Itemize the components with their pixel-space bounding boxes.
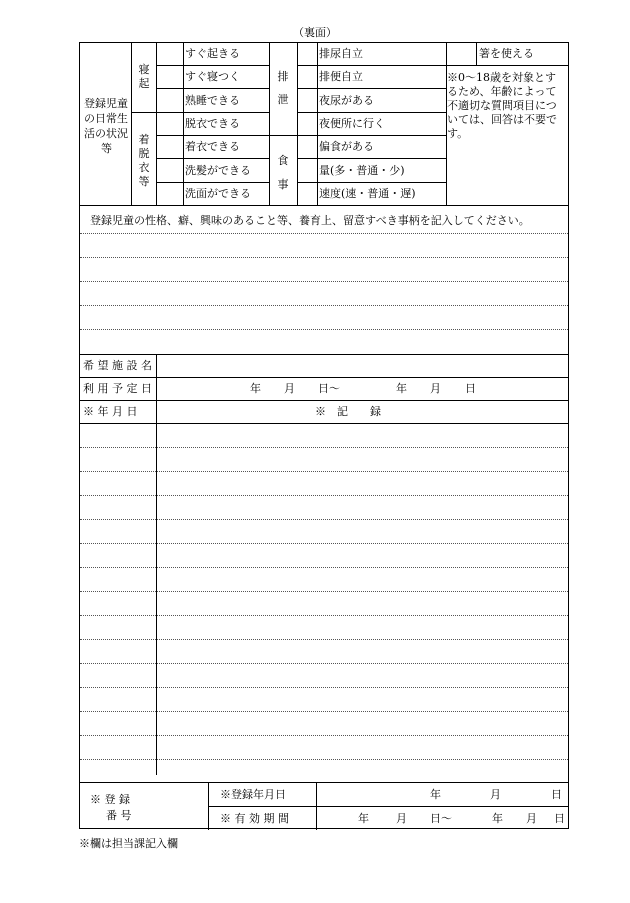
- wake-label-char: 寝: [138, 63, 150, 76]
- section-line: [80, 400, 568, 401]
- reg-date-year[interactable]: 年: [430, 788, 441, 801]
- reg-row-line: [208, 806, 568, 807]
- chopsticks-item: 箸を使える: [479, 47, 534, 60]
- row-line: [156, 182, 269, 183]
- row-line: [297, 65, 446, 66]
- checkbox-column-divider: [156, 43, 157, 205]
- row-line: [297, 182, 446, 183]
- validity-to-month[interactable]: 月: [526, 812, 537, 825]
- daily-life-title-line: の日常生: [84, 112, 128, 125]
- excretion-label-char: 排: [277, 70, 289, 83]
- validity-from-day[interactable]: 日～: [430, 812, 452, 825]
- schedule-to-month[interactable]: 月: [430, 382, 441, 395]
- reg-number-label: 番 号: [106, 809, 132, 822]
- row-line: [131, 112, 269, 113]
- section-line: [80, 377, 568, 378]
- dress-label-char: 着: [138, 133, 150, 146]
- record-row-line: [80, 567, 568, 568]
- age-note-line: るため、年齢によって: [447, 85, 557, 98]
- page-side-label: （裏面）: [293, 26, 337, 39]
- validity-to-year[interactable]: 年: [492, 812, 503, 825]
- record-row-line: [80, 759, 568, 760]
- record-row-line: [80, 519, 568, 520]
- daily-life-bottom-line: [80, 205, 568, 206]
- record-row-line: [80, 471, 568, 472]
- row-line: [156, 158, 269, 159]
- validity-from-year[interactable]: 年: [358, 812, 369, 825]
- schedule-from-day[interactable]: 日～: [318, 382, 340, 395]
- staff-only-footnote: ※欄は担当課記入欄: [79, 837, 178, 850]
- daily-life-title-divider: [131, 43, 132, 205]
- right-item: 排尿自立: [319, 47, 363, 60]
- left-item: 洗面ができる: [185, 187, 251, 200]
- right-item: 速度(速・普通・遅): [319, 187, 416, 200]
- chopsticks-divider: [476, 43, 477, 65]
- facility-label: 希 望 施 設 名: [83, 359, 152, 372]
- meal-label-char: 事: [277, 178, 289, 191]
- right-item: 偏食がある: [319, 140, 374, 153]
- meal-label-char: 食: [277, 154, 289, 167]
- left-item: すぐ起きる: [185, 47, 240, 60]
- record-row-line: [80, 711, 568, 712]
- age-note-line: ※0～18歳を対象とす: [447, 71, 556, 84]
- left-items-divider: [183, 43, 184, 205]
- validity-from-month[interactable]: 月: [396, 812, 407, 825]
- left-item: 洗髪ができる: [185, 164, 251, 177]
- right-item: 夜尿がある: [319, 94, 374, 107]
- row-line: [297, 112, 446, 113]
- left-item: 着衣できる: [185, 140, 240, 153]
- age-note-line: いては、回答は不要で: [447, 113, 557, 126]
- record-row-line: [80, 495, 568, 496]
- schedule-label: 利 用 予 定 日: [83, 382, 152, 395]
- record-row-line: [80, 591, 568, 592]
- writing-line: [80, 257, 568, 258]
- record-row-line: [80, 447, 568, 448]
- record-row-line: [80, 735, 568, 736]
- registration-form: [79, 42, 569, 829]
- writing-line: [80, 305, 568, 306]
- row-line: [156, 135, 269, 136]
- section-line: [80, 782, 568, 783]
- schedule-from-year[interactable]: 年: [250, 382, 261, 395]
- schedule-to-day[interactable]: 日: [465, 382, 476, 395]
- schedule-to-year[interactable]: 年: [396, 382, 407, 395]
- writing-line: [80, 233, 568, 234]
- dress-label-char: 等: [138, 175, 150, 188]
- validity-label: ※ 有 効 期 間: [220, 812, 289, 825]
- right-item: 排便自立: [319, 70, 363, 83]
- age-note-line: す。: [447, 127, 469, 140]
- right-item: 夜便所に行く: [319, 117, 385, 130]
- row-line: [156, 88, 269, 89]
- right-items-divider: [317, 43, 318, 205]
- record-row-line: [80, 639, 568, 640]
- row-line: [297, 158, 446, 159]
- left-item: 熟睡できる: [185, 94, 240, 107]
- reg-number-label: ※ 登 録: [90, 793, 130, 806]
- record-date-header: ※ 年 月 日: [83, 405, 138, 418]
- writing-line: [80, 329, 568, 330]
- writing-line: [80, 281, 568, 282]
- right-checkbox-divider: [297, 43, 298, 205]
- wake-label-char: 起: [138, 77, 150, 90]
- daily-life-title-line: 活の状況: [84, 127, 128, 140]
- validity-to-day[interactable]: 日: [554, 812, 565, 825]
- section-line: [80, 423, 568, 424]
- schedule-from-month[interactable]: 月: [284, 382, 295, 395]
- personality-instruction: 登録児童の性格、癖、興味のあること等、養育上、留意すべき事柄を記入してください。: [90, 214, 530, 227]
- record-row-line: [80, 543, 568, 544]
- row-line: [297, 88, 446, 89]
- record-row-line: [80, 663, 568, 664]
- reg-date-day[interactable]: 日: [551, 788, 562, 801]
- record-header: ※ 記 録: [315, 405, 381, 418]
- left-item: すぐ寝つく: [185, 70, 240, 83]
- left-item: 脱衣できる: [185, 117, 240, 130]
- daily-life-title-line: 登録児童: [84, 97, 128, 110]
- excretion-label-char: 泄: [277, 93, 289, 106]
- row-line: [269, 135, 446, 136]
- record-row-line: [80, 615, 568, 616]
- reg-date-month[interactable]: 月: [490, 788, 501, 801]
- record-row-line: [80, 687, 568, 688]
- reg-date-label: ※登録年月日: [220, 788, 286, 801]
- dress-label-char: 脱: [138, 147, 150, 160]
- row-line: [446, 65, 568, 66]
- section-line: [80, 354, 568, 355]
- category-divider: [269, 43, 270, 205]
- row-line: [156, 65, 269, 66]
- dress-label-char: 衣: [138, 161, 150, 174]
- age-note-line: 不適切な質問項目につ: [447, 99, 557, 112]
- daily-life-title-line: 等: [101, 142, 112, 155]
- right-item: 量(多・普通・少): [319, 164, 405, 177]
